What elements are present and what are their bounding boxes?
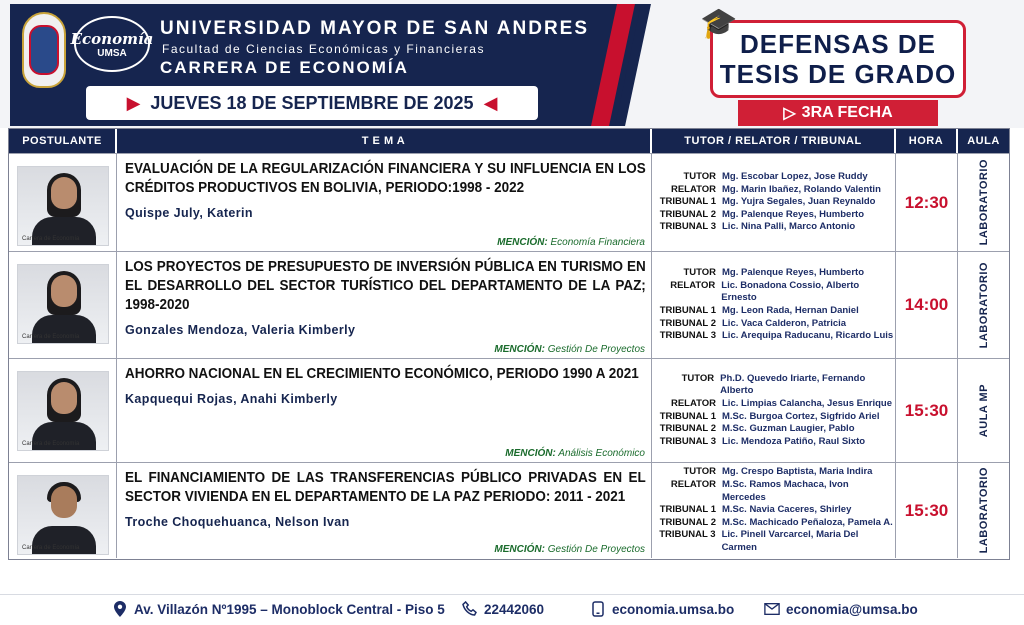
committee-row bbox=[658, 330, 895, 343]
committee-role: TRIBUNAL 3 bbox=[659, 435, 716, 447]
committee-row bbox=[658, 479, 895, 504]
committee-row bbox=[658, 280, 895, 305]
committee-role: TRIBUNAL 3 bbox=[659, 330, 716, 342]
footer-phone[interactable] bbox=[462, 601, 544, 617]
committee-name: Mg. Leon Rada, Hernan Daniel bbox=[722, 305, 859, 316]
committee-row bbox=[658, 517, 895, 530]
committee-row bbox=[658, 209, 881, 222]
committee-name: Lic. Nina Palli, Marco Antonio bbox=[722, 221, 856, 233]
postulante-photo-cell bbox=[9, 463, 117, 558]
aula-value: LABORATORIO bbox=[977, 467, 990, 554]
table-row bbox=[9, 358, 1009, 462]
postulante-photo-cell bbox=[9, 252, 117, 358]
col-postulante: POSTULANTE bbox=[9, 129, 117, 153]
postulante-photo-cell bbox=[9, 154, 117, 251]
tema-cell bbox=[117, 359, 652, 462]
committee-name: Ph.D. Quevedo Iriarte, Fernando Alberto bbox=[720, 372, 866, 397]
committee-role: TRIBUNAL 1 bbox=[659, 504, 716, 516]
committee-name: Lic. Vaca Calderon, Patricia bbox=[722, 317, 847, 329]
committee-name: M.Sc. Burgoa Cortez, Sigfrido Ariel bbox=[722, 410, 880, 422]
play-triangle-small-icon: ▷ bbox=[783, 105, 796, 122]
footer-address bbox=[112, 601, 445, 617]
logo-line2: UMSA bbox=[97, 47, 127, 59]
committee-name: Mg. Marin Ibañez, Rolando Valentin bbox=[722, 183, 881, 195]
table-row bbox=[9, 153, 1009, 251]
postulante-name: Gonzales Mendoza, Valeria Kimberly bbox=[125, 323, 356, 337]
mencion bbox=[497, 237, 645, 248]
logo-line1: Economía bbox=[70, 29, 154, 48]
web-text[interactable]: economia.umsa.bo bbox=[612, 601, 735, 617]
mencion-label: MENCIÓN: bbox=[497, 237, 548, 248]
phone-icon bbox=[462, 601, 478, 617]
mencion-label: MENCIÓN: bbox=[494, 344, 545, 355]
university-seal-logo bbox=[22, 12, 66, 88]
footer bbox=[0, 594, 1024, 625]
committee-row bbox=[658, 398, 895, 411]
committee-role: TUTOR bbox=[681, 372, 715, 384]
committee-row bbox=[658, 305, 895, 318]
event-title-box bbox=[710, 20, 966, 98]
committee-name: M.Sc. Ramos Machaca, Ivon Mercedes bbox=[721, 479, 849, 503]
tema-cell bbox=[117, 463, 652, 558]
location-icon bbox=[112, 601, 128, 617]
faculty-title: Facultad de Ciencias Económicas y Financieras bbox=[162, 42, 485, 56]
thesis-title: LOS PROYECTOS DE PRESUPUESTO DE INVERSIÓN PÚBLICA EN TURISMO EN EL DESARROLLO DEL SECTOR TURÍSTICO DEL DEPARTAMENTO DE LA PAZ; 1998-2020 bbox=[125, 259, 646, 313]
aula-cell bbox=[958, 463, 1009, 558]
email-text[interactable]: economia@umsa.bo bbox=[786, 601, 918, 617]
committee-role: TRIBUNAL 2 bbox=[659, 423, 716, 435]
table-row bbox=[9, 251, 1009, 358]
thesis-title: EL FINANCIAMIENTO DE LAS TRANSFERENCIAS PÚBLICO PRIVADAS EN EL SECTOR VIVIENDA EN EL DEPARTAMENTO DE LA PAZ PERIODO: 2011 - 2021 bbox=[125, 470, 646, 505]
postulante-name: Quispe July, Katerin bbox=[125, 206, 253, 220]
postulante-photo bbox=[17, 264, 109, 344]
aula-value: AULA MP bbox=[977, 383, 990, 438]
committee-row bbox=[658, 267, 895, 280]
table-header bbox=[9, 129, 1009, 153]
committee-row bbox=[658, 466, 895, 479]
committee-name: Lic. Mendoza Patiño, Raul Sixto bbox=[722, 435, 866, 447]
committee-name: Lic. Arequipa Raducanu, Ricardo Luis bbox=[722, 330, 894, 342]
committee-role: RELATOR bbox=[670, 183, 716, 195]
postulante-name: Kapquequi Rojas, Anahi Kimberly bbox=[125, 392, 338, 406]
tema-cell bbox=[117, 154, 652, 251]
committee-role: TUTOR bbox=[683, 267, 716, 279]
committee-row bbox=[658, 529, 895, 554]
committee-name: M.Sc. Guzman Laugier, Pablo bbox=[722, 423, 855, 435]
committee-list bbox=[658, 373, 895, 449]
committee-role: TRIBUNAL 3 bbox=[659, 221, 716, 233]
hora-cell bbox=[896, 154, 958, 251]
committee-role: TUTOR bbox=[683, 466, 716, 478]
postulante-photo bbox=[17, 475, 109, 555]
committee-name: Mg. Crespo Baptista, Maria Indira bbox=[722, 466, 873, 478]
mobile-icon bbox=[590, 601, 606, 617]
hora-value: 15:30 bbox=[904, 500, 949, 520]
title-line2: TESIS DE GRADO bbox=[719, 59, 957, 89]
committee-role: TRIBUNAL 3 bbox=[659, 529, 716, 541]
committee-row bbox=[658, 196, 881, 209]
committee-cell bbox=[652, 154, 896, 251]
hora-cell bbox=[896, 463, 958, 558]
date-banner bbox=[86, 86, 538, 120]
phone-text[interactable]: 22442060 bbox=[484, 601, 545, 617]
footer-email[interactable] bbox=[764, 601, 918, 617]
committee-row bbox=[658, 373, 895, 398]
committee-list bbox=[658, 267, 895, 343]
photo-caption: Carrera de Economía bbox=[22, 441, 80, 447]
committee-name: Mg. Yujra Segales, Juan Reynaldo bbox=[722, 196, 876, 208]
hora-cell bbox=[896, 359, 958, 462]
committee-role: RELATOR bbox=[670, 397, 716, 409]
col-tema: T E M A bbox=[117, 129, 652, 153]
committee-role: RELATOR bbox=[670, 479, 716, 491]
address-text: Av. Villazón Nº1995 – Monoblock Central - Piso 5 bbox=[134, 601, 445, 617]
col-tutor: TUTOR / RELATOR / TRIBUNAL bbox=[652, 129, 896, 153]
header bbox=[0, 0, 1024, 128]
committee-role: TRIBUNAL 1 bbox=[659, 196, 716, 208]
committee-name: M.Sc. Machicado Peñaloza, Pamela A. bbox=[722, 516, 893, 528]
committee-list bbox=[658, 466, 895, 554]
committee-role: TRIBUNAL 1 bbox=[659, 305, 716, 316]
committee-role: RELATOR bbox=[670, 279, 716, 291]
committee-cell bbox=[652, 463, 896, 558]
aula-value: LABORATORIO bbox=[977, 261, 990, 349]
mencion-label: MENCIÓN: bbox=[505, 448, 556, 459]
mencion bbox=[505, 448, 645, 459]
hora-value: 15:30 bbox=[904, 400, 949, 420]
postulante-photo-cell bbox=[9, 359, 117, 462]
thesis-title: EVALUACIÓN DE LA REGULARIZACIÓN FINANCIERA Y SU INFLUENCIA EN LOS CRÉDITOS PRODUCTIVOS EN BOLIVIA, PERIODO:1998 - 2022 bbox=[125, 161, 646, 196]
title-line1: DEFENSAS DE bbox=[740, 29, 936, 59]
postulante-name: Troche Choquehuanca, Nelson Ivan bbox=[125, 515, 350, 529]
col-hora: HORA bbox=[896, 129, 958, 153]
committee-list bbox=[658, 171, 881, 234]
photo-caption: Carrera de Economía bbox=[22, 334, 80, 340]
thesis-title: AHORRO NACIONAL EN EL CRECIMIENTO ECONÓMICO, PERIODO 1990 A 2021 bbox=[125, 366, 639, 382]
committee-row bbox=[658, 411, 895, 424]
committee-cell bbox=[652, 252, 896, 358]
committee-row bbox=[658, 221, 881, 234]
event-date: JUEVES 18 DE SEPTIEMBRE DE 2025 bbox=[150, 92, 474, 113]
hora-value: 12:30 bbox=[904, 192, 949, 212]
career-title: CARRERA DE ECONOMÍA bbox=[160, 58, 409, 77]
committee-row bbox=[658, 171, 881, 184]
committee-row bbox=[658, 423, 895, 436]
aula-cell bbox=[958, 154, 1009, 251]
committee-row bbox=[658, 318, 895, 331]
play-triangle-left-icon: ◀ bbox=[483, 92, 498, 113]
hora-cell bbox=[896, 252, 958, 358]
mencion-label: MENCIÓN: bbox=[494, 544, 545, 555]
committee-row bbox=[658, 504, 895, 517]
photo-caption: Carrera de Economía bbox=[22, 236, 80, 242]
mencion-value: Economía Financiera bbox=[550, 237, 645, 248]
aula-cell bbox=[958, 359, 1009, 462]
committee-row bbox=[658, 436, 895, 449]
postulante-photo bbox=[17, 371, 109, 451]
mencion-value: Análisis Económico bbox=[558, 448, 645, 459]
graduation-cap-icon: 🎓 bbox=[700, 7, 738, 40]
fecha-badge bbox=[738, 100, 938, 126]
committee-row bbox=[658, 184, 881, 197]
university-title: UNIVERSIDAD MAYOR DE SAN ANDRES bbox=[160, 18, 590, 39]
tema-cell bbox=[117, 252, 652, 358]
mencion-value: Gestión De Proyectos bbox=[547, 544, 645, 555]
committee-name: Lic. Bonadona Cossio, Alberto Ernesto bbox=[721, 279, 860, 304]
committee-name: Lic. Limpias Calancha, Jesus Enrique bbox=[722, 397, 893, 409]
committee-name: M.Sc. Navia Caceres, Shirley bbox=[722, 504, 852, 516]
aula-cell bbox=[958, 252, 1009, 358]
schedule-table bbox=[8, 128, 1010, 560]
table-row bbox=[9, 462, 1009, 558]
committee-role: TRIBUNAL 1 bbox=[659, 410, 716, 422]
hora-value: 14:00 bbox=[904, 295, 949, 314]
postulante-photo bbox=[17, 166, 109, 246]
committee-name: Mg. Palenque Reyes, Humberto bbox=[722, 267, 865, 279]
committee-role: TUTOR bbox=[683, 171, 716, 183]
committee-name: Mg. Palenque Reyes, Humberto bbox=[722, 208, 865, 220]
col-aula: AULA bbox=[967, 135, 1000, 147]
play-triangle-icon: ▶ bbox=[126, 92, 141, 113]
committee-role: TRIBUNAL 2 bbox=[659, 208, 716, 220]
mencion-value: Gestión De Proyectos bbox=[547, 344, 645, 355]
committee-name: Mg. Escobar Lopez, Jose Ruddy bbox=[722, 171, 868, 183]
economia-logo bbox=[70, 16, 154, 72]
committee-role: TRIBUNAL 2 bbox=[659, 317, 716, 329]
aula-value: LABORATORIO bbox=[977, 159, 990, 246]
committee-name: Lic. Pinell Varcarcel, Maria Del Carmen bbox=[721, 529, 859, 553]
photo-caption: Carrera de Economía bbox=[22, 545, 80, 551]
mencion bbox=[494, 544, 645, 555]
committee-cell bbox=[652, 359, 896, 462]
fecha-label: 3RA FECHA bbox=[801, 104, 893, 121]
committee-role: TRIBUNAL 2 bbox=[659, 516, 716, 528]
footer-web[interactable] bbox=[590, 601, 734, 617]
mencion bbox=[494, 344, 645, 355]
mail-icon bbox=[764, 601, 780, 617]
